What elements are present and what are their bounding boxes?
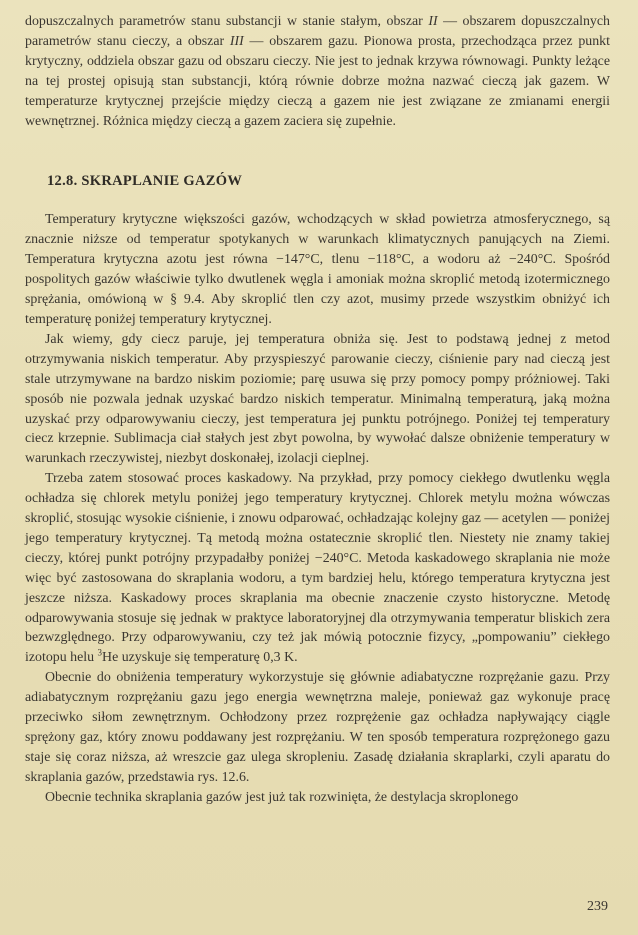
intro-text-2: — obszarem dopuszczalnych parametrów stanu cieczy, a obszar (25, 14, 610, 49)
paragraph-adiabatic-expansion: Obecnie do obniżenia temperatury wykorzystuje się głównie adiabatyczne rozprężanie gazu. Przy adiabatycznym rozprężaniu gazu jego energia wewnętrzna maleje, ponieważ gaz wykonuje pracę przeciwko siłom zewnętrznym. Ochłodzony przez rozprężenie gaz ochładza napływający ciągle sprężony gaz, który znowu poddawany jest rozprężaniu. W ten sposób temperatura rozprężonego gazu staje się coraz niższa, aż wreszcie gaz ulega skropleniu. Zasadę działania skraplarki, czyli aparatu do skraplania gazów, przedstawia rys. 12.6. (25, 670, 610, 785)
cascade-text: Trzeba zatem stosować proces kaskadowy. Na przykład, przy pomocy ciekłego dwutlenku węgla ochładza się chlorek metylu poniżej jego temperatury krytycznej. Chlorek metylu można wówczas skroplić, stosując wysokie ciśnienie, i znowu odparować, ochładzając kolejny gaz — acetylen — poniżej jego temperatury krytycznej. Tą metodą można ostatecznie skroplić tlen. Niestety nie znamy takiej cieczy, której punkt potrójny przypadałby poniżej −240°C. Metoda kaskadowego skraplania nie może więc być zastosowana do skraplania wodoru, a tym bardziej helu, którego temperatura krytyczna jest jeszcze niższa. Kaskadowy proces skraplania ma obecnie znaczenie czysto historyczne. Metodę odparowywania stosuje się jednak w praktyce laboratoryjnej dla otrzymywania temperatur bliskich zera bezwzględnego. Przy odparowywaniu, czy też jak mówią potocznie fizycy, „pompowaniu” ciekłego izotopu helu (25, 471, 610, 666)
region-label-iii: III (229, 33, 244, 49)
region-label-ii: II (428, 14, 438, 29)
paragraph-liquefaction-technique: Obecnie technika skraplania gazów jest już tak rozwinięta, że destylacja skroplonego (45, 789, 519, 805)
intro-text-3: — obszarem gazu. Pionowa prosta, przechodząca przez punkt krytyczny, oddziela obszar gazu od obszaru cieczy. Nie jest to jednak krzywa równowagi. Punkty leżące na tej prostej opisują stan substancji, którą równie dobrze można nazwać cieczą jak gazem. W temperaturze krytycznej przejście między cieczą a gazem nie jest związane ze zmianami energii wewnętrznej. Różnica między cieczą a gazem zaciera się zupełnie. (25, 33, 610, 129)
isotope-superscript: 3 (97, 647, 103, 658)
paragraph-evaporation: Jak wiemy, gdy ciecz paruje, jej temperatura obniża się. Jest to podstawą jednej z metod otrzymywania niskich temperatur. Aby przyspieszyć parowanie cieczy, ciśnienie pary nad cieczą jest stale utrzymywane na bardzo niskim poziomie; parę usuwa się przy pomocy pompy próżniowej. Taki sposób nie pozwala jednak uzyskać bardzo niskich temperatur. Minimalną temperaturą, jaką można uzyskać przy odparowywaniu cieczy, jest temperatura jej punktu potrójnego. Poniżej tej temperatury ciecz krzepnie. Sublimacja ciał stałych jest zbyt powolna, by wywołać dalsze obniżenie temperatury w warunkach rzeczywistej, niezbyt doskonałej, izolacji cieplnej. (25, 331, 610, 467)
paragraph-critical-temperatures: Temperatury krytyczne większości gazów, wchodzących w skład powietrza atmosferycznego, są znacznie niższe od temperatur spotykanych w warunkach klimatycznych panujących na Ziemi. Temperatura krytyczna azotu jest równa −147°C, tlenu −118°C, a wodoru aż −240°C. Spośród pospolitych gazów właściwie tylko dwutlenek węgla i amoniak można skroplić metodą izotermicznego sprężania, omówioną w § 9.4. Aby skroplić tlen czy azot, musimy przede wszystkim obniżyć ich temperaturę poniżej temperatury krytycznej. (25, 212, 610, 327)
cascade-text-end: He uzyskuje się temperaturę 0,3 K. (102, 650, 298, 666)
section-heading: 12.8. SKRAPLANIE GAZÓW (47, 173, 243, 190)
paragraph-cascade-process (25, 469, 610, 668)
intro-paragraph (25, 12, 610, 131)
page-number: 239 (587, 899, 608, 914)
intro-text-1: dopuszczalnych parametrów stanu substancji w stanie stałym, obszar (25, 14, 429, 29)
